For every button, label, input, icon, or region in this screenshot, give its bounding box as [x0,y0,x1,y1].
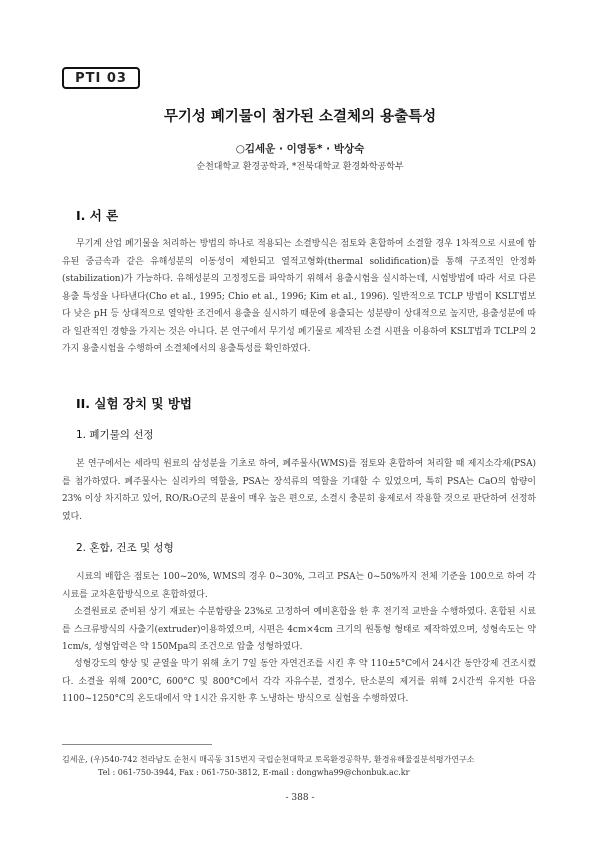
subsection-2-paragraph-3: 성형강도의 향상 및 균열을 막기 위해 초기 7일 동안 자연건조를 시킨 후 약 110±5°C에서 24시간 동안강제 건조시켰다. 소결을 위해 200°C, 600°C 및 800°C에서 각각 자유수분, 결정수, 탄소분의 제거를 위해 2시간씩 유지한 다음 1100~1250°C의 온도대에서 약 1시간 유지한 후 노냉하는 방식으로 실험을 수행하였다. [62,659,536,704]
subsection-2-paragraph-2: 소결원료로 준비된 상기 재료는 수분함량을 23%로 고정하여 예비혼합을 한 후 전기적 교반을 수행하였다. 혼합된 시료를 스크류방식의 사출기(extruder)이용하였으며, 시편은 4cm×4cm 크기의 원통형 형태로 제작하였으며, 성형속도는 약 1cm/s, 성형압력은 약 150Mpa의 조건으로 압출 성형하였다. [62,607,536,652]
intro-paragraph: 무기계 산업 폐기물을 처리하는 방법의 하나로 적용되는 소결방식은 점토와 혼합하여 소결할 경우 1차적으로 시료에 함유된 중금속과 같은 유해성분의 이동성이 제한되고 열적고형화(thermal solidification)를 통해 구조적인 안정화(stabilization)가 가능하다. 유해성분의 고정정도를 파악하기 위해서 용출시험을 실시하는데, 시험방법에 따라 서로 다른 용출 특성을 나타낸다(Cho et al., 1995; Chio et al., 1996; Kim et al., 1996). 일반적으로 TCLP 방법이 KSLT법보다 낮은 pH 등 상대적으로 열악한 조건에서 용출을 실시하기 때문에 용출되는 성분량이 상대적으로 높지만, 용출성분에 따라 일관적인 경향을 가지는 것은 아니다. 본 연구에서 무기성 폐기물로 제작된 소결 시편을 이용하여 KSLT법과 TCLP의 2가지 용출시험을 수행하여 소결체에서의 용출특성를 확인하였다. [62,239,536,354]
footnote-divider [62,744,212,745]
author-list: ○김세운 · 이영동* · 박상숙 [235,143,365,155]
paper-title: 무기성 폐기물이 첨가된 소결체의 용출특성 [163,109,437,125]
methods-heading: II. 실험 장치 및 방법 [76,396,192,411]
session-badge: PTI 03 [62,67,140,89]
intro-heading: I. 서 론 [76,208,119,223]
footnote-address: 김세운, (우)540-742 전라남도 순천시 매곡동 315번지 국립순천대학교 토목환경공학부, 환경유해물질분석평가연구소 [62,755,475,764]
subsection-1-heading: 1. 폐기물의 선정 [76,429,154,441]
subsection-2-heading: 2. 혼합, 건조 및 성형 [76,542,174,554]
subsection-1-paragraph: 본 연구에서는 세라믹 원료의 삼성분을 기초로 하여, 폐주물사(WMS)를 점토와 혼합하여 처리할 때 제지소각재(PSA)를 첨가하였다. 폐주물사는 실리카의 역할을, PSA는 장석류의 역할을 기대할 수 있었으며, 특히 PSA는 CaO의 함량이 23% 이상 차지하고 있어, RO/R₂O군의 분율이 매우 높은 편으로, 소결시 충분히 융제로서 작용할 것으로 판단하여 선정하였다. [62,459,536,522]
page-number: - 388 - [285,793,315,803]
affiliation: 순천대학교 환경공학과, *전북대학교 환경화학공학부 [196,162,404,172]
subsection-2-paragraph-1: 시료의 배합은 점토는 100~20%, WMS의 경우 0~30%, 그리고 PSA는 0~50%까지 전체 기준을 100으로 하여 각 시료를 교차혼합방식으로 혼합하였다. [62,572,536,600]
footnote-contact: Tel : 061-750-3944, Fax : 061-750-3812, E-mail : dongwha99@chonbuk.ac.kr [98,768,410,777]
